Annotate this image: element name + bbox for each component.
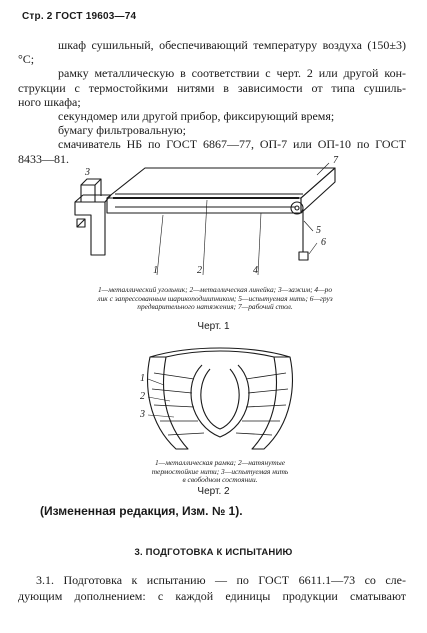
table-front xyxy=(107,198,301,213)
paragraph-3-1: 3.1. Подготовка к испытанию — по ГОСТ 6611.1—73 со сле- дующим дополнением: с каждой единицы продукции сматывают xyxy=(18,573,406,603)
list-item: ного шкафа; xyxy=(18,94,81,109)
fig1-label-1: 1 xyxy=(153,265,158,276)
fig1-label-6: 6 xyxy=(321,237,326,248)
figure-2-title: Черт. 2 xyxy=(197,486,230,497)
list-item: 8433—81. xyxy=(18,151,69,166)
fig1-label-5: 5 xyxy=(316,225,321,236)
fig2-label-2: 2 xyxy=(140,391,145,402)
fig2-label-1: 1 xyxy=(140,373,145,384)
list-item: шкаф сушильный, обеспечивающий температуру воздуха (150±3)°С; xyxy=(18,38,406,67)
list-item: секундомер или другой прибор, фиксирующий время; xyxy=(58,109,335,124)
fig1-label-2: 2 xyxy=(197,265,202,276)
table-side xyxy=(301,168,335,213)
fig2-label-3: 3 xyxy=(140,409,145,420)
figure-1-title: Черт. 1 xyxy=(197,321,230,332)
figure-2-drawing xyxy=(140,345,300,457)
list-item: бумагу фильтровальную; xyxy=(58,123,186,138)
amendment-note: (Измененная редакция, Изм. № 1). xyxy=(40,504,243,518)
figure-2-caption: 1—металлическая рамка; 2—натянутые термостойкие нити; 3—испытуемая нить в свободном состоянии. xyxy=(151,458,289,485)
page-header: Стр. 2 ГОСТ 19603—74 xyxy=(22,11,137,22)
figure-1-drawing xyxy=(55,155,355,280)
equipment-list xyxy=(18,38,406,166)
list-item: рамку металлическую в соответствии с черт. 2 или другой кон- xyxy=(58,66,406,81)
clamp xyxy=(81,185,95,202)
angle-bracket xyxy=(75,202,105,255)
fig1-label-7: 7 xyxy=(333,155,338,166)
list-item: смачиватель НБ по ГОСТ 6867—77, ОП-7 или ОП-10 по ГОСТ xyxy=(58,137,406,152)
fig1-label-4: 4 xyxy=(253,265,258,276)
fig1-label-3: 3 xyxy=(85,167,90,178)
weight xyxy=(299,252,308,260)
figure-1-caption: 1—металлический угольник; 2—металлическая линейка; 3—зажим; 4—ро лик с запрессованным шарикоподшипником; 5—испытуемая нить; 6—груз предварительного натяжения; 7—рабочий стол. xyxy=(97,285,333,312)
section-title: 3. ПОДГОТОВКА К ИСПЫТАНИЮ xyxy=(134,547,293,558)
frame-outer xyxy=(148,357,188,449)
list-item: струкции с термостойкими нитями в зависимости от типа сушиль- xyxy=(18,80,406,95)
